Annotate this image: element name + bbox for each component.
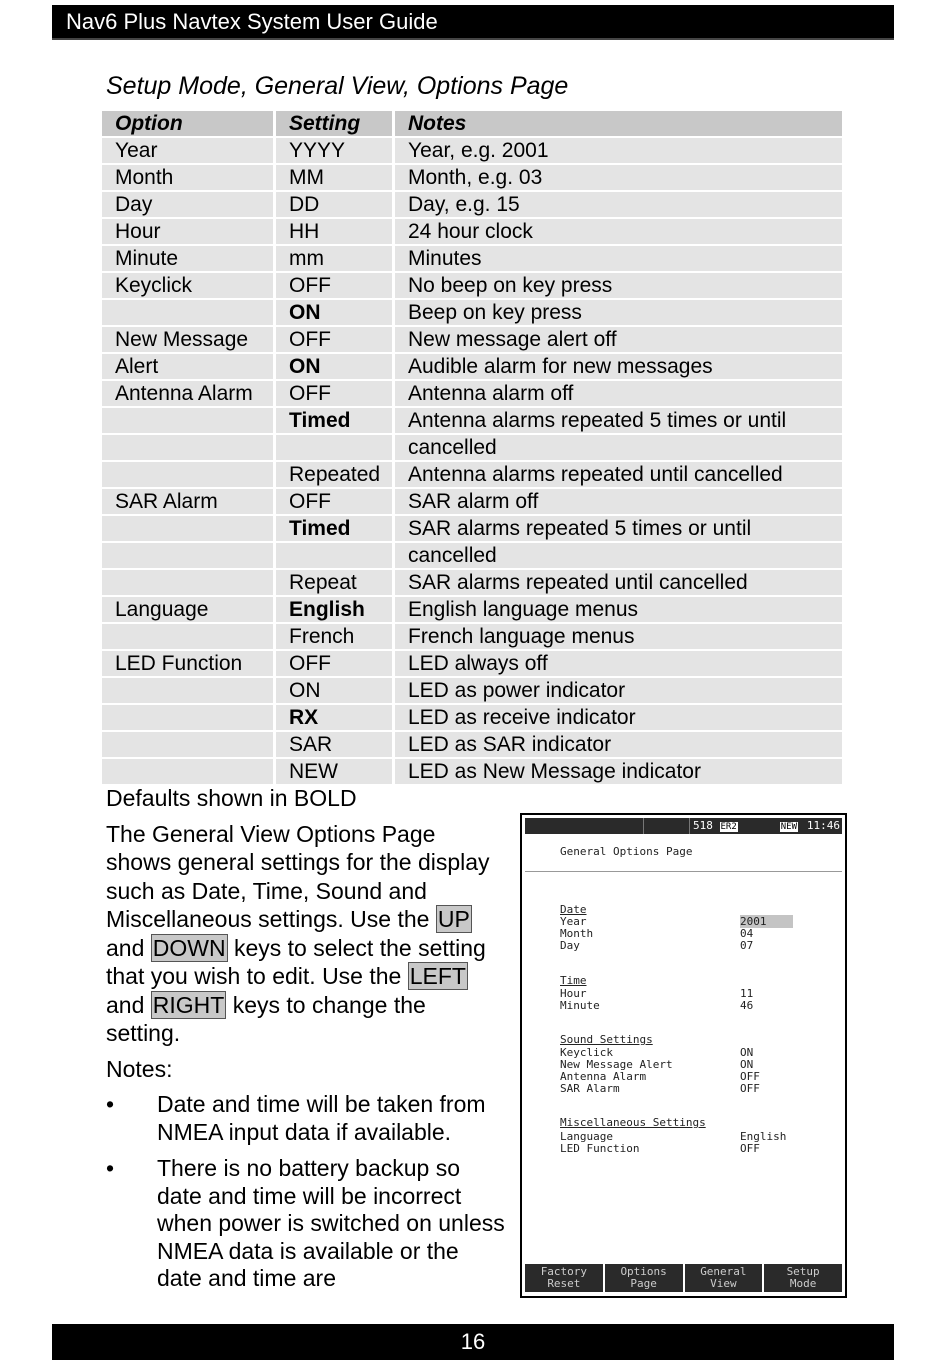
sound-settings-heading: Sound Settings <box>560 1033 653 1046</box>
defaults-note: Defaults shown in BOLD <box>106 785 357 811</box>
softkey-label: Options <box>620 1265 667 1278</box>
notes-cell: Day, e.g. 15 <box>395 192 842 219</box>
softkey-label: Factory <box>540 1265 588 1278</box>
language-label: Language <box>560 1130 613 1143</box>
setting-cell-default: ON <box>276 354 395 381</box>
device-screenshot <box>520 813 847 1298</box>
options-page-softkey[interactable] <box>605 1264 683 1292</box>
table-row <box>102 732 842 759</box>
setting-cell: OFF <box>276 651 395 678</box>
day-value[interactable]: 07 <box>740 939 754 952</box>
setup-mode-softkey[interactable] <box>764 1264 842 1292</box>
date-heading: Date <box>560 903 587 916</box>
notes-cell: French language menus <box>395 624 842 651</box>
softkey-label: Mode <box>789 1277 817 1290</box>
antenna-alarm-label: Antenna Alarm <box>560 1070 647 1083</box>
setting-cell-default: ON <box>276 300 395 327</box>
notes-label: Notes: <box>106 1055 173 1082</box>
month-label: Month <box>560 927 594 940</box>
option-cell: LED Function <box>102 651 276 678</box>
option-cell <box>102 732 276 759</box>
setting-cell: Repeat <box>276 570 395 597</box>
device-status-bar <box>525 818 842 834</box>
notes-cell: English language menus <box>395 597 842 624</box>
table-row <box>102 597 842 624</box>
notes-cell: New message alert off <box>395 327 842 354</box>
table-row <box>102 651 842 678</box>
column-header-option: Option <box>102 111 276 138</box>
table-row <box>102 300 842 327</box>
setting-cell: HH <box>276 219 395 246</box>
factory-reset-softkey[interactable] <box>525 1264 603 1292</box>
option-cell <box>102 570 276 597</box>
table-row <box>102 462 842 489</box>
notes-cell: Beep on key press <box>395 300 842 327</box>
table-row <box>102 624 842 651</box>
setting-cell-default: Timed <box>276 408 395 435</box>
down-key: DOWN <box>152 934 226 961</box>
option-cell <box>102 624 276 651</box>
notes-cell: LED as SAR indicator <box>395 732 842 759</box>
notes-cell: Audible alarm for new messages <box>395 354 842 381</box>
bullet-icon: • <box>106 1091 115 1117</box>
setting-cell: DD <box>276 192 395 219</box>
table-row <box>102 759 842 786</box>
setting-cell: ON <box>276 678 395 705</box>
notes-cell: SAR alarms repeated 5 times or until <box>395 516 842 543</box>
minute-label: Minute <box>560 999 600 1012</box>
notes-cell: LED always off <box>395 651 842 678</box>
list-item <box>106 1155 506 1293</box>
table-row <box>102 489 842 516</box>
setting-cell-default: English <box>276 597 395 624</box>
softkey-label: Reset <box>547 1277 581 1290</box>
table-row <box>102 543 842 570</box>
notes-cell: No beep on key press <box>395 273 842 300</box>
section-title: Setup Mode, General View, Options Page <box>106 72 569 100</box>
setting-cell: French <box>276 624 395 651</box>
device-clock: 11:46 <box>806 819 840 832</box>
sar-alarm-label: SAR Alarm <box>560 1082 620 1095</box>
option-cell: Keyclick <box>102 273 276 300</box>
paragraph-text-2: keys to select the setting that you wish to edit. Use the <box>106 934 486 989</box>
led-function-label: LED Function <box>560 1142 640 1155</box>
softkey-label: General <box>700 1265 747 1278</box>
notes-cell: Antenna alarms repeated until cancelled <box>395 462 842 489</box>
option-cell: SAR Alarm <box>102 489 276 516</box>
table-row <box>102 381 842 408</box>
notes-cell: Minutes <box>395 246 842 273</box>
setting-cell: SAR <box>276 732 395 759</box>
table-row <box>102 219 842 246</box>
language-value[interactable]: English <box>740 1130 787 1143</box>
misc-settings-heading: Miscellaneous Settings <box>560 1116 706 1129</box>
description-paragraph <box>106 820 506 1048</box>
status-divider <box>689 818 690 834</box>
led-function-value[interactable]: OFF <box>740 1142 760 1155</box>
option-cell: Day <box>102 192 276 219</box>
notes-cell: SAR alarm off <box>395 489 842 516</box>
option-cell <box>102 462 276 489</box>
day-label: Day <box>560 939 580 952</box>
notes-list <box>106 1091 506 1293</box>
column-header-setting: Setting <box>276 111 395 138</box>
table-row <box>102 570 842 597</box>
setting-cell: MM <box>276 165 395 192</box>
document-title: Nav6 Plus Navtex System User Guide <box>66 9 438 34</box>
notes-cell: LED as New Message indicator <box>395 759 842 786</box>
new-mail-badge: NEW <box>780 822 797 832</box>
option-cell: Minute <box>102 246 276 273</box>
keyclick-label: Keyclick <box>560 1046 613 1059</box>
option-cell <box>102 759 276 786</box>
list-item <box>106 1091 506 1146</box>
general-view-softkey[interactable] <box>685 1264 763 1292</box>
notes-cell: LED as power indicator <box>395 678 842 705</box>
option-cell: Language <box>102 597 276 624</box>
option-cell: Year <box>102 138 276 165</box>
left-key: LEFT <box>409 963 466 989</box>
minute-value[interactable]: 46 <box>740 999 754 1012</box>
notes-cell: Year, e.g. 2001 <box>395 138 842 165</box>
option-cell: New Message <box>102 327 276 354</box>
setting-cell: OFF <box>276 327 395 354</box>
softkey-label: View <box>710 1277 737 1290</box>
table-row <box>102 273 842 300</box>
table-row <box>102 435 842 462</box>
new-mail-icon <box>780 819 798 832</box>
option-cell: Antenna Alarm <box>102 381 276 408</box>
status-divider <box>643 818 644 834</box>
message-count-value: 518 <box>693 819 713 832</box>
notes-cell: cancelled <box>395 543 842 570</box>
up-key: UP <box>437 906 470 932</box>
setting-cell-default: Timed <box>276 516 395 543</box>
year-label: Year <box>560 915 587 928</box>
and-text-1: and <box>106 934 145 961</box>
bullet-text: There is no battery backup so date and time will be incorrect when power is switched on unless NMEA data is available or the date and time are <box>157 1155 505 1291</box>
notes-cell: 24 hour clock <box>395 219 842 246</box>
message-count <box>693 819 738 832</box>
notes-cell: Antenna alarms repeated 5 times or until <box>395 408 842 435</box>
table-row <box>102 678 842 705</box>
option-cell: Hour <box>102 219 276 246</box>
antenna-alarm-value[interactable]: OFF <box>740 1070 760 1083</box>
table-row <box>102 327 842 354</box>
options-table <box>102 111 842 786</box>
document-footer <box>52 1324 894 1360</box>
setting-cell: OFF <box>276 381 395 408</box>
body-text-column <box>106 784 506 1302</box>
option-cell <box>102 705 276 732</box>
new-message-alert-label: New Message Alert <box>560 1058 673 1071</box>
option-cell <box>102 543 276 570</box>
setting-cell: OFF <box>276 273 395 300</box>
setting-cell: OFF <box>276 489 395 516</box>
option-cell: Alert <box>102 354 276 381</box>
setting-cell: Repeated <box>276 462 395 489</box>
table-row <box>102 246 842 273</box>
table-row <box>102 516 842 543</box>
setting-cell: mm <box>276 246 395 273</box>
keyclick-value[interactable]: ON <box>740 1046 754 1059</box>
notes-cell: LED as receive indicator <box>395 705 842 732</box>
notes-cell: cancelled <box>395 435 842 462</box>
column-header-notes: Notes <box>395 111 842 138</box>
and-text-2: and <box>106 991 145 1018</box>
table-row <box>102 192 842 219</box>
table-row <box>102 138 842 165</box>
sar-alarm-value[interactable]: OFF <box>740 1082 760 1095</box>
paragraph-text-3: keys to change the setting. <box>106 991 426 1046</box>
table-header-row <box>102 111 842 138</box>
bullet-icon: • <box>106 1155 115 1181</box>
notes-cell: Antenna alarm off <box>395 381 842 408</box>
option-cell: Month <box>102 165 276 192</box>
option-cell <box>102 435 276 462</box>
paragraph-text-1: The General View Options Page shows general settings for the display such as Date, Time, Sound and Miscellaneous settings. Use the <box>106 820 490 932</box>
time-heading: Time <box>560 974 587 987</box>
screen-page-title: General Options Page <box>560 845 693 858</box>
setting-cell-default: RX <box>276 705 395 732</box>
setting-cell <box>276 435 395 462</box>
table-row <box>102 354 842 381</box>
table-row <box>102 408 842 435</box>
softkey-bar <box>525 1264 842 1292</box>
document-header <box>52 5 894 40</box>
bullet-text: Date and time will be taken from NMEA input data if available. <box>157 1091 486 1145</box>
hour-value[interactable]: 11 <box>740 987 754 1000</box>
hour-label: Hour <box>560 987 587 1000</box>
option-cell <box>102 516 276 543</box>
setting-cell: YYYY <box>276 138 395 165</box>
page-number: 16 <box>460 1329 486 1354</box>
softkey-label: Setup <box>786 1265 820 1278</box>
option-cell <box>102 678 276 705</box>
new-message-alert-value[interactable]: ON <box>740 1058 754 1071</box>
softkey-label: Page <box>630 1277 657 1290</box>
notes-cell: SAR alarms repeated until cancelled <box>395 570 842 597</box>
option-cell <box>102 300 276 327</box>
option-cell <box>102 408 276 435</box>
setting-cell <box>276 543 395 570</box>
month-value[interactable]: 04 <box>740 927 754 940</box>
notes-cell: Month, e.g. 03 <box>395 165 842 192</box>
right-key: RIGHT <box>152 991 225 1018</box>
table-row <box>102 705 842 732</box>
receiver-badge: ER2 <box>720 822 737 832</box>
setting-cell: NEW <box>276 759 395 786</box>
divider <box>525 871 842 872</box>
table-row <box>102 165 842 192</box>
year-value-selected: 2001 <box>740 915 793 928</box>
